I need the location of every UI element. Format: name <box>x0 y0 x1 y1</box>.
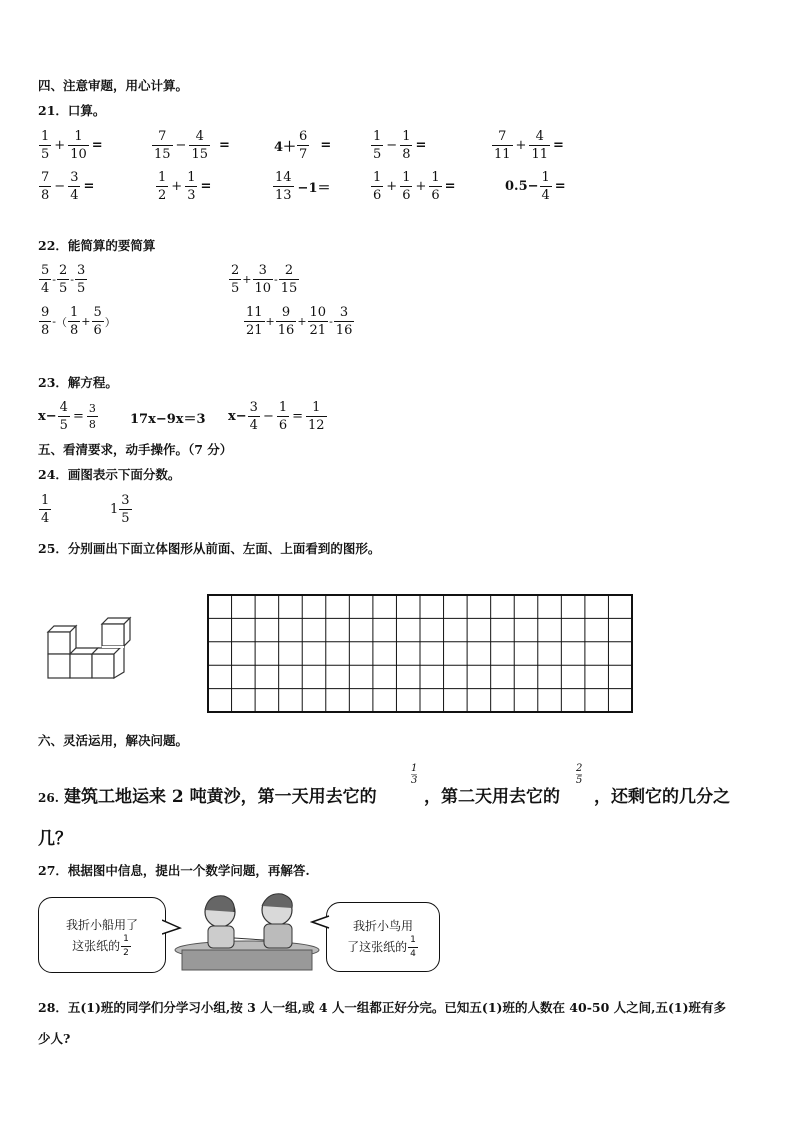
q26-part3: ，还剩它的几分之 <box>594 787 730 807</box>
q23-e1: x− $\frac{4}{5}$ = $\frac{3}{8}$ <box>38 400 96 433</box>
section5-title: 五、看清要求，动手操作。（7 分） <box>38 442 233 457</box>
q21-r1-e2: 7 15 − $\frac{4}{15}$ = <box>154 129 230 162</box>
q22-label: 22．能简算的要简算 <box>38 238 156 253</box>
q23-label: 23．解方程。 <box>38 375 118 390</box>
section4-title: 四、注意审题，用心计算。 <box>38 78 189 93</box>
q21-label: 21．口算。 <box>38 103 106 118</box>
q22-e4: 11 21 + $\frac{9}{16}$ + $\frac{10}{21}$ - 3 16 <box>246 305 353 338</box>
q28-line2: 少人? <box>38 1031 71 1046</box>
q22-e2: 2 5 + $\frac{3}{10}$ - 2 15 <box>231 263 298 296</box>
q21-r1-e4: 1 5 − $\frac{1}{8}$ = <box>373 129 427 162</box>
section6-title: 六、灵活运用，解决问题。 <box>38 733 189 748</box>
q23-e3: x− $\frac{3}{4}$ − $\frac{1}{6}$ = $\frac{1}{12}$ <box>228 400 325 433</box>
q27-label: 27．根据图中信息，提出一个数学问题，再解答. <box>38 863 310 878</box>
q26-part4: 几？ <box>38 829 72 849</box>
q28-line1: 28．五(1)班的同学们分学习小组,按 3 人一组,或 4 人一组都正好分完。已知五(1)班的人数在 40-50 人之间,五(1)班有多 <box>38 1000 727 1015</box>
q26-line1: 26. 建筑工地运来 2 吨黄沙，第一天用去它的 <box>38 787 377 807</box>
q22-e1: 5 4 - 2 5 - 3 5 <box>41 263 86 296</box>
q24-label: 24．画图表示下面分数。 <box>38 467 181 482</box>
children-illustration <box>172 888 322 972</box>
q24-fraction-2: 1 3 5 <box>110 493 130 526</box>
q24-fraction-1: 1 4 <box>41 493 50 526</box>
q21-r2-e2: 1 2 + $\frac{1}{3}$ = <box>158 170 212 203</box>
drawing-grid[interactable] <box>206 593 634 714</box>
q26-part2: ，第二天用去它的 <box>424 787 560 807</box>
q21-r1-e1: 1 5 + $\frac{1}{10}$ = <box>41 129 103 162</box>
q21-r1-e3: 4＋ $\frac{6}{7}$ = <box>274 129 332 162</box>
q21-r2-e1: 7 8 − $\frac{3}{4}$ = <box>41 170 95 203</box>
q26-fraction-1: 1 3 <box>411 763 418 786</box>
cube-figure <box>44 612 136 684</box>
speech-bubble-left: 我折小船用了 这张纸的 1 2 <box>38 897 166 973</box>
q21-r2-e4: 1 6 + $\frac{1}{6}$ + $\frac{1}{6}$ = <box>373 170 456 203</box>
q21-r2-e3: 14 13 −1＝ <box>275 170 331 203</box>
bubble-tail-right <box>310 914 330 934</box>
q26-fraction-2: 2 5 <box>576 763 583 786</box>
q22-e3: 9 8 - （ 1 8 + $\frac{5}{6}$ ） <box>41 305 116 338</box>
q21-r2-e5: 0.5− $\frac{1}{4}$ = <box>505 170 566 203</box>
q21-r1-e5: 7 11 + $\frac{4}{11}$ = <box>494 129 564 162</box>
speech-bubble-right: 我折小鸟用 了这张纸的 1 4 <box>326 902 440 972</box>
q23-e2: 17x−9x＝3 <box>130 412 206 427</box>
q25-label: 25．分别画出下面立体图形从前面、左面、上面看到的图形。 <box>38 541 381 556</box>
